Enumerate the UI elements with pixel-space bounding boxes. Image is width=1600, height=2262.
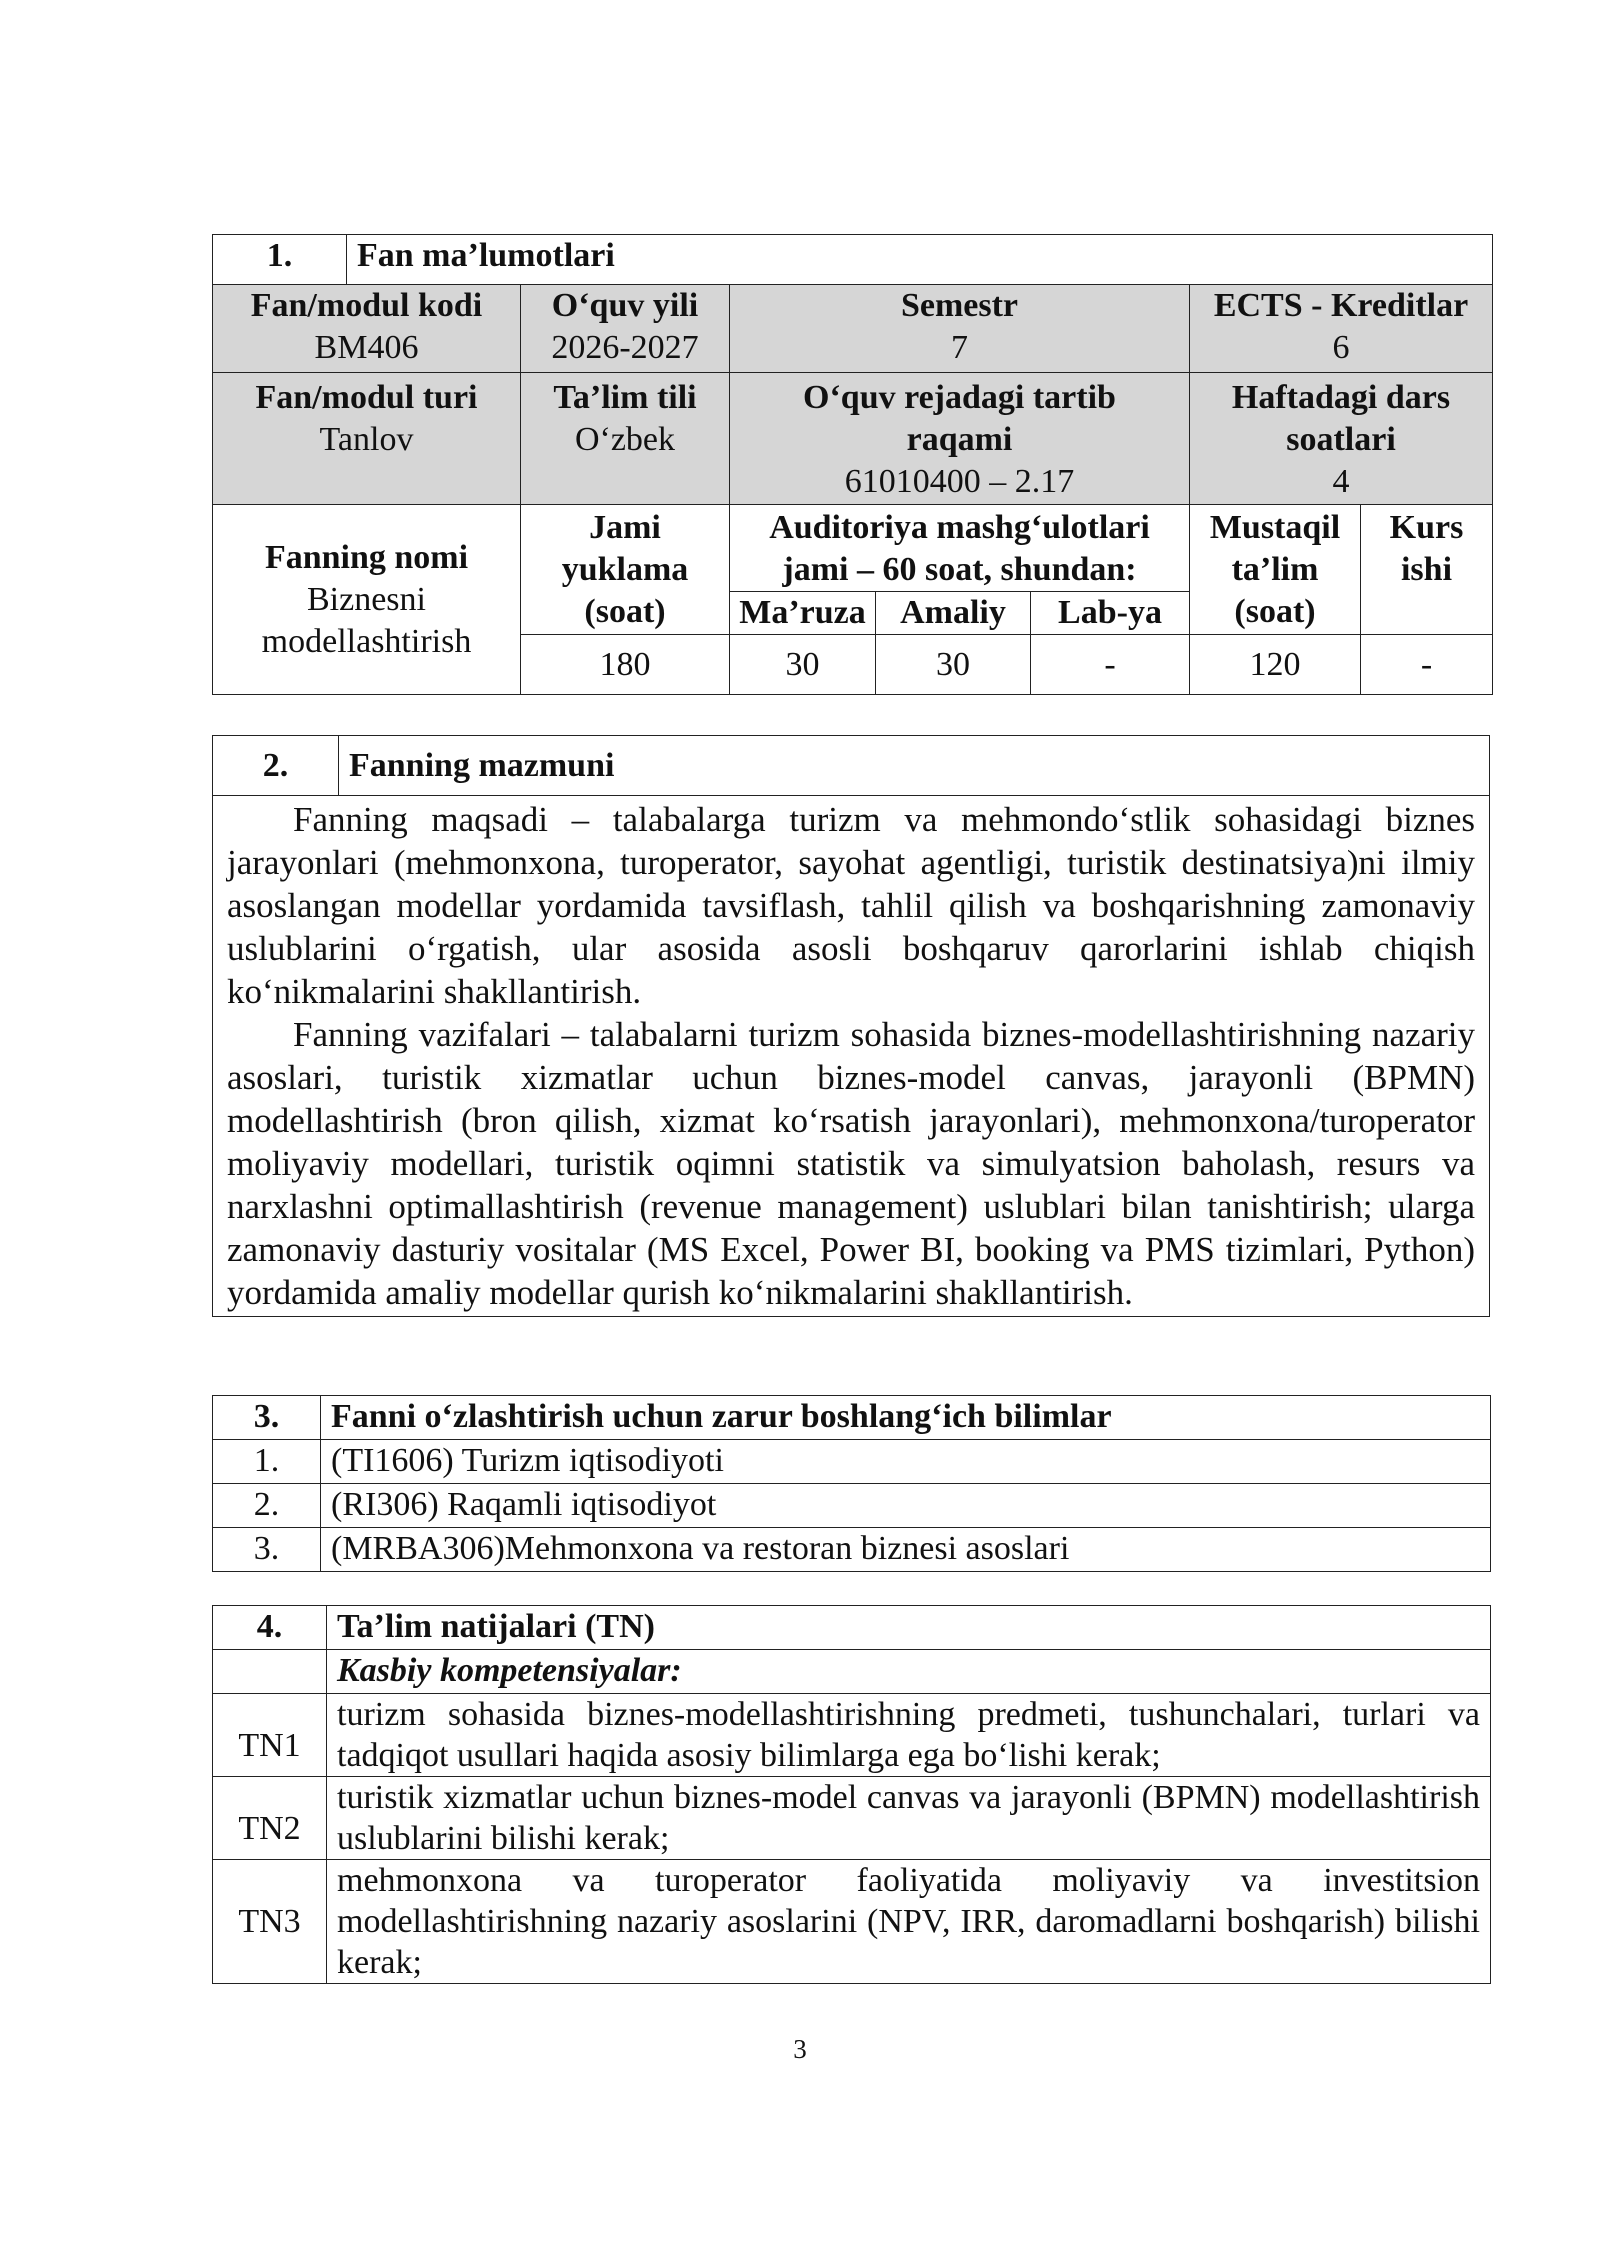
- prerequisite-number: 1.: [213, 1440, 321, 1484]
- outcome-code: TN1: [213, 1694, 327, 1777]
- module-code-label: Fan/modul kodi: [250, 287, 483, 324]
- semester-label: Semestr: [900, 287, 1019, 324]
- prerequisite-text: (MRBA306)Mehmonxona va restoran biznesi asoslari: [321, 1528, 1491, 1572]
- weekly-hours-value: 4: [1332, 463, 1350, 500]
- section-3-table: [212, 1395, 1491, 1572]
- section-2-number: 2.: [213, 736, 339, 796]
- module-type-label: Fan/modul turi: [255, 379, 478, 416]
- subject-name-value: Biznesni modellashtirish: [261, 580, 472, 660]
- outcome-text: mehmonxona va turoperator faoliyatida moliyaviy va investitsion modellashtirishning nazariy asoslarini (NPV, IRR, daromadlarni boshqarish) bilishi kerak;: [327, 1860, 1491, 1984]
- academic-year-label: O‘quv yili: [551, 287, 699, 324]
- section-2-title: Fanning mazmuni: [339, 736, 1490, 796]
- practical-header: Amaliy: [876, 592, 1031, 635]
- semester-value: 7: [951, 329, 968, 366]
- academic-year-cell: [521, 285, 730, 373]
- prerequisite-text: (RI306) Raqamli iqtisodiyot: [321, 1484, 1491, 1528]
- language-cell: [521, 373, 730, 505]
- section-4-number: 4.: [213, 1606, 327, 1650]
- list-item: [213, 1440, 1491, 1484]
- prerequisite-text: (TI1606) Turizm iqtisodiyoti: [321, 1440, 1491, 1484]
- ects-label: ECTS - Kreditlar: [1213, 287, 1469, 324]
- list-item: [213, 1694, 1491, 1777]
- page-number: 3: [793, 2034, 807, 2064]
- ects-cell: [1190, 285, 1493, 373]
- section-2-table: [212, 735, 1490, 1317]
- total-load-value: 180: [521, 635, 730, 695]
- language-value: O‘zbek: [574, 421, 676, 458]
- goal-paragraph: Fanning maqsadi – talabalarga turizm va mehmondo‘stlik sohasidagi biznes jarayonlari (mehmonxona, turoperator, sayohat agentligi, turistik destinatsiya)ni ilmiy asoslangan modellar yordamida tavsiflash, tahlil qilish va boshqarishning zamonaviy uslublarini o‘rgatish, ular asosida asosli boshqaruv qarorlarini ishlab chiqish ko‘nikmalarini shakllantirish.: [227, 800, 1475, 1011]
- module-type-cell: [213, 373, 521, 505]
- ects-value: 6: [1332, 329, 1350, 366]
- plan-number-value: 61010400 – 2.17: [844, 463, 1075, 500]
- course-work-value: -: [1361, 635, 1493, 695]
- lecture-value: 30: [730, 635, 876, 695]
- weekly-hours-label: Haftadagi dars soatlari: [1231, 379, 1451, 458]
- outcome-code: TN2: [213, 1777, 327, 1860]
- list-item: [213, 1528, 1491, 1572]
- subject-name-label: Fanning nomi: [264, 538, 469, 576]
- plan-number-cell: [730, 373, 1190, 505]
- list-item: [213, 1484, 1491, 1528]
- language-label: Ta’lim tili: [553, 379, 697, 416]
- subject-name-cell: [213, 505, 521, 695]
- outcome-text: turistik xizmatlar uchun biznes-model canvas va jarayonli (BPMN) modellashtirish uslublarini bilishi kerak;: [327, 1777, 1491, 1860]
- semester-cell: [730, 285, 1190, 373]
- total-load-header: Jami yuklama (soat): [521, 505, 730, 635]
- lecture-header: Ma’ruza: [730, 592, 876, 635]
- outcome-code: TN3: [213, 1860, 327, 1984]
- prerequisite-number: 3.: [213, 1528, 321, 1572]
- practical-value: 30: [876, 635, 1031, 695]
- list-item: [213, 1777, 1491, 1860]
- section-1-title: Fan ma’lumotlari: [347, 235, 1493, 285]
- course-work-header: Kurs ishi: [1361, 505, 1493, 635]
- module-code-value: BM406: [314, 329, 419, 366]
- lab-value: -: [1031, 635, 1190, 695]
- section-4-table: [212, 1605, 1491, 1984]
- independent-study-header: Mustaqil ta’lim (soat): [1190, 505, 1361, 635]
- competencies-subheading: Kasbiy kompetensiyalar:: [327, 1650, 1491, 1694]
- list-item: [213, 1860, 1491, 1984]
- lab-header: Lab-ya: [1031, 592, 1190, 635]
- section-1-number: 1.: [213, 235, 347, 285]
- prerequisite-number: 2.: [213, 1484, 321, 1528]
- outcome-text: turizm sohasida biznes-modellashtirishning predmeti, tushunchalari, turlari va tadqiqot usullari haqida asosiy bilimlarga ega bo‘lishi kerak;: [327, 1694, 1491, 1777]
- section-3-title: Fanni o‘zlashtirish uchun zarur boshlang‘ich bilimlar: [321, 1396, 1491, 1440]
- module-code-cell: [213, 285, 521, 373]
- auditorium-header: Auditoriya mashg‘ulotlari jami – 60 soat, shundan:: [730, 505, 1190, 592]
- weekly-hours-cell: [1190, 373, 1493, 505]
- section-2-body: [213, 796, 1490, 1317]
- tasks-paragraph: Fanning vazifalari – talabalarni turizm sohasida biznes-modellashtirishning nazariy asoslari, turistik xizmatlar uchun biznes-model canvas, jarayonli (BPMN) modellashtirish (bron qilish, xizmat ko‘rsatish jarayonlari), mehmonxona/turoperator moliyaviy modellari, turistik oqimni statistik va simulyatsion baholash, resurs va narxlashni optimallashtirish (revenue management) uslublari bilan tanishtirish; ularga zamonaviy dasturiy vositalar (MS Excel, Power BI, booking va PMS tizimlari, Python) yordamida amaliy modellar qurish ko‘nikmalarini shakllantirish.: [227, 1015, 1475, 1312]
- module-type-value: Tanlov: [319, 421, 414, 458]
- independent-study-value: 120: [1190, 635, 1361, 695]
- section-1-table: [212, 234, 1493, 695]
- section-4-title: Ta’lim natijalari (TN): [327, 1606, 1491, 1650]
- plan-number-label: O‘quv rejadagi tartib raqami: [803, 379, 1116, 458]
- academic-year-value: 2026-2027: [551, 329, 699, 366]
- section-3-number: 3.: [213, 1396, 321, 1440]
